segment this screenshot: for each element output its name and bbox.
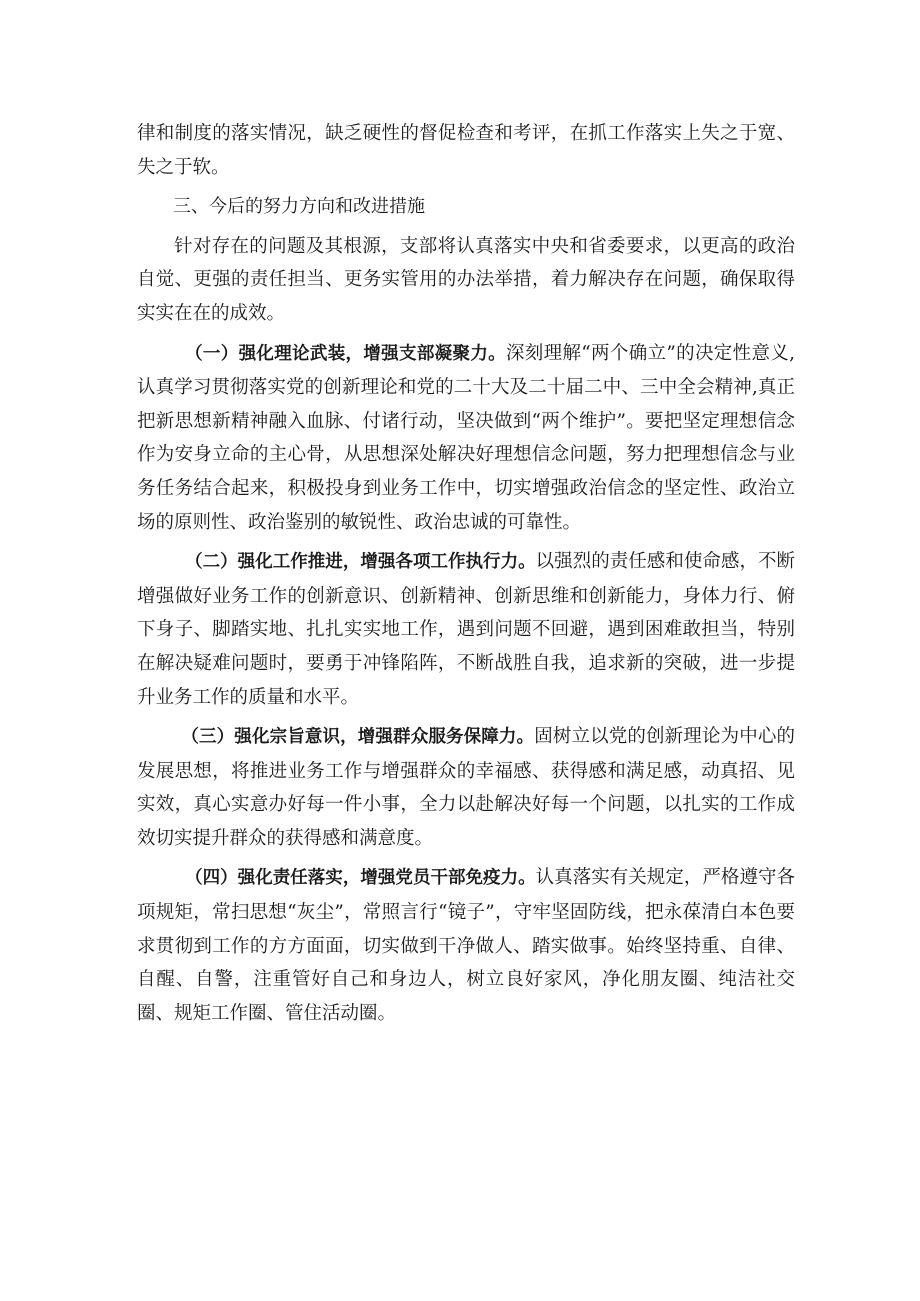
continuation-paragraph: 律和制度的落实情况，缺乏硬性的督促检查和考评，在抓工作落实上失之于宽、失之于软。 (137, 123, 795, 178)
measure-paragraph-3 (137, 720, 795, 855)
intro-paragraph: 针对存在的问题及其根源，支部将认真落实中央和省委要求，以更高的政治自觉、更强的责任担当、更务实管用的办法举措，着力解决存在问题，确保取得实实在在的成效。 (137, 235, 795, 324)
measure-title-2: （二）强化工作推进，增强各项工作执行力。 (185, 552, 536, 573)
document-body (137, 117, 795, 1030)
measure-paragraph-1 (137, 337, 795, 540)
measure-body-4: 认真落实有关规定，严格遵守各项规矩，常扫思想“灰尘”，常照言行“镜子”，守牢坚固防线，把永葆清白本色要求贯彻到工作的方方面面，切实做到干净做人、踏实做事。始终坚持重、自律、自醒、自警，注重管好自己和身边人，树立良好家风，净化朋友圈、纯洁社交圈、规矩工作圈、管住活动圈。 (137, 867, 795, 1024)
section-heading: 三、今后的努力方向和改进措施 (173, 196, 425, 218)
measure-body-2: 以强烈的责任感和使命感，不断增强做好业务工作的创新意识、创新精神、创新思维和创新能力，身体力行、俯下身子、脚踏实地、扎扎实实地工作，遇到问题不回避，遇到困难敢担当，特别在解决疑难问题时，要勇于冲锋陷阵，不断战胜自我，追求新的突破，进一步提升业务工作的质量和水平。 (137, 551, 795, 708)
measure-paragraph-2 (137, 545, 795, 714)
measure-body-1: 深刻理解“两个确立”的决定性意义,认真学习贯彻落实党的创新理论和党的二十大及二十届二中、三中全会精神,真正把新思想新精神融入血脉、付诸行动，坚决做到“两个维护”。要把坚定理想信念作为安身立命的主心骨，从思想深处解决好理想信念问题，努力把理想信念与业务任务结合起来，积极投身到业务工作中，切实增强政治信念的坚定性、政治立场的原则性、政治鉴别的敏锐性、政治忠诚的可靠性。 (137, 342, 795, 533)
measure-title-1: （一）强化理论武装，增强支部凝聚力。 (185, 343, 506, 364)
measure-title-4: （四）强化责任落实，增强党员干部免疫力。 (185, 868, 536, 889)
measure-body-3: 固树立以党的创新理论为中心的发展思想，将推进业务工作与增强群众的幸福感、获得感和满足感，动真招、见实效，真心实意办好每一件小事，全力以赴解决好每一个问题，以扎实的工作成效切实提升群众的获得感和满意度。 (137, 726, 795, 849)
measure-title-3: （三）强化宗旨意识，增强群众服务保障力。 (181, 727, 535, 748)
measure-paragraph-4 (137, 861, 795, 1030)
